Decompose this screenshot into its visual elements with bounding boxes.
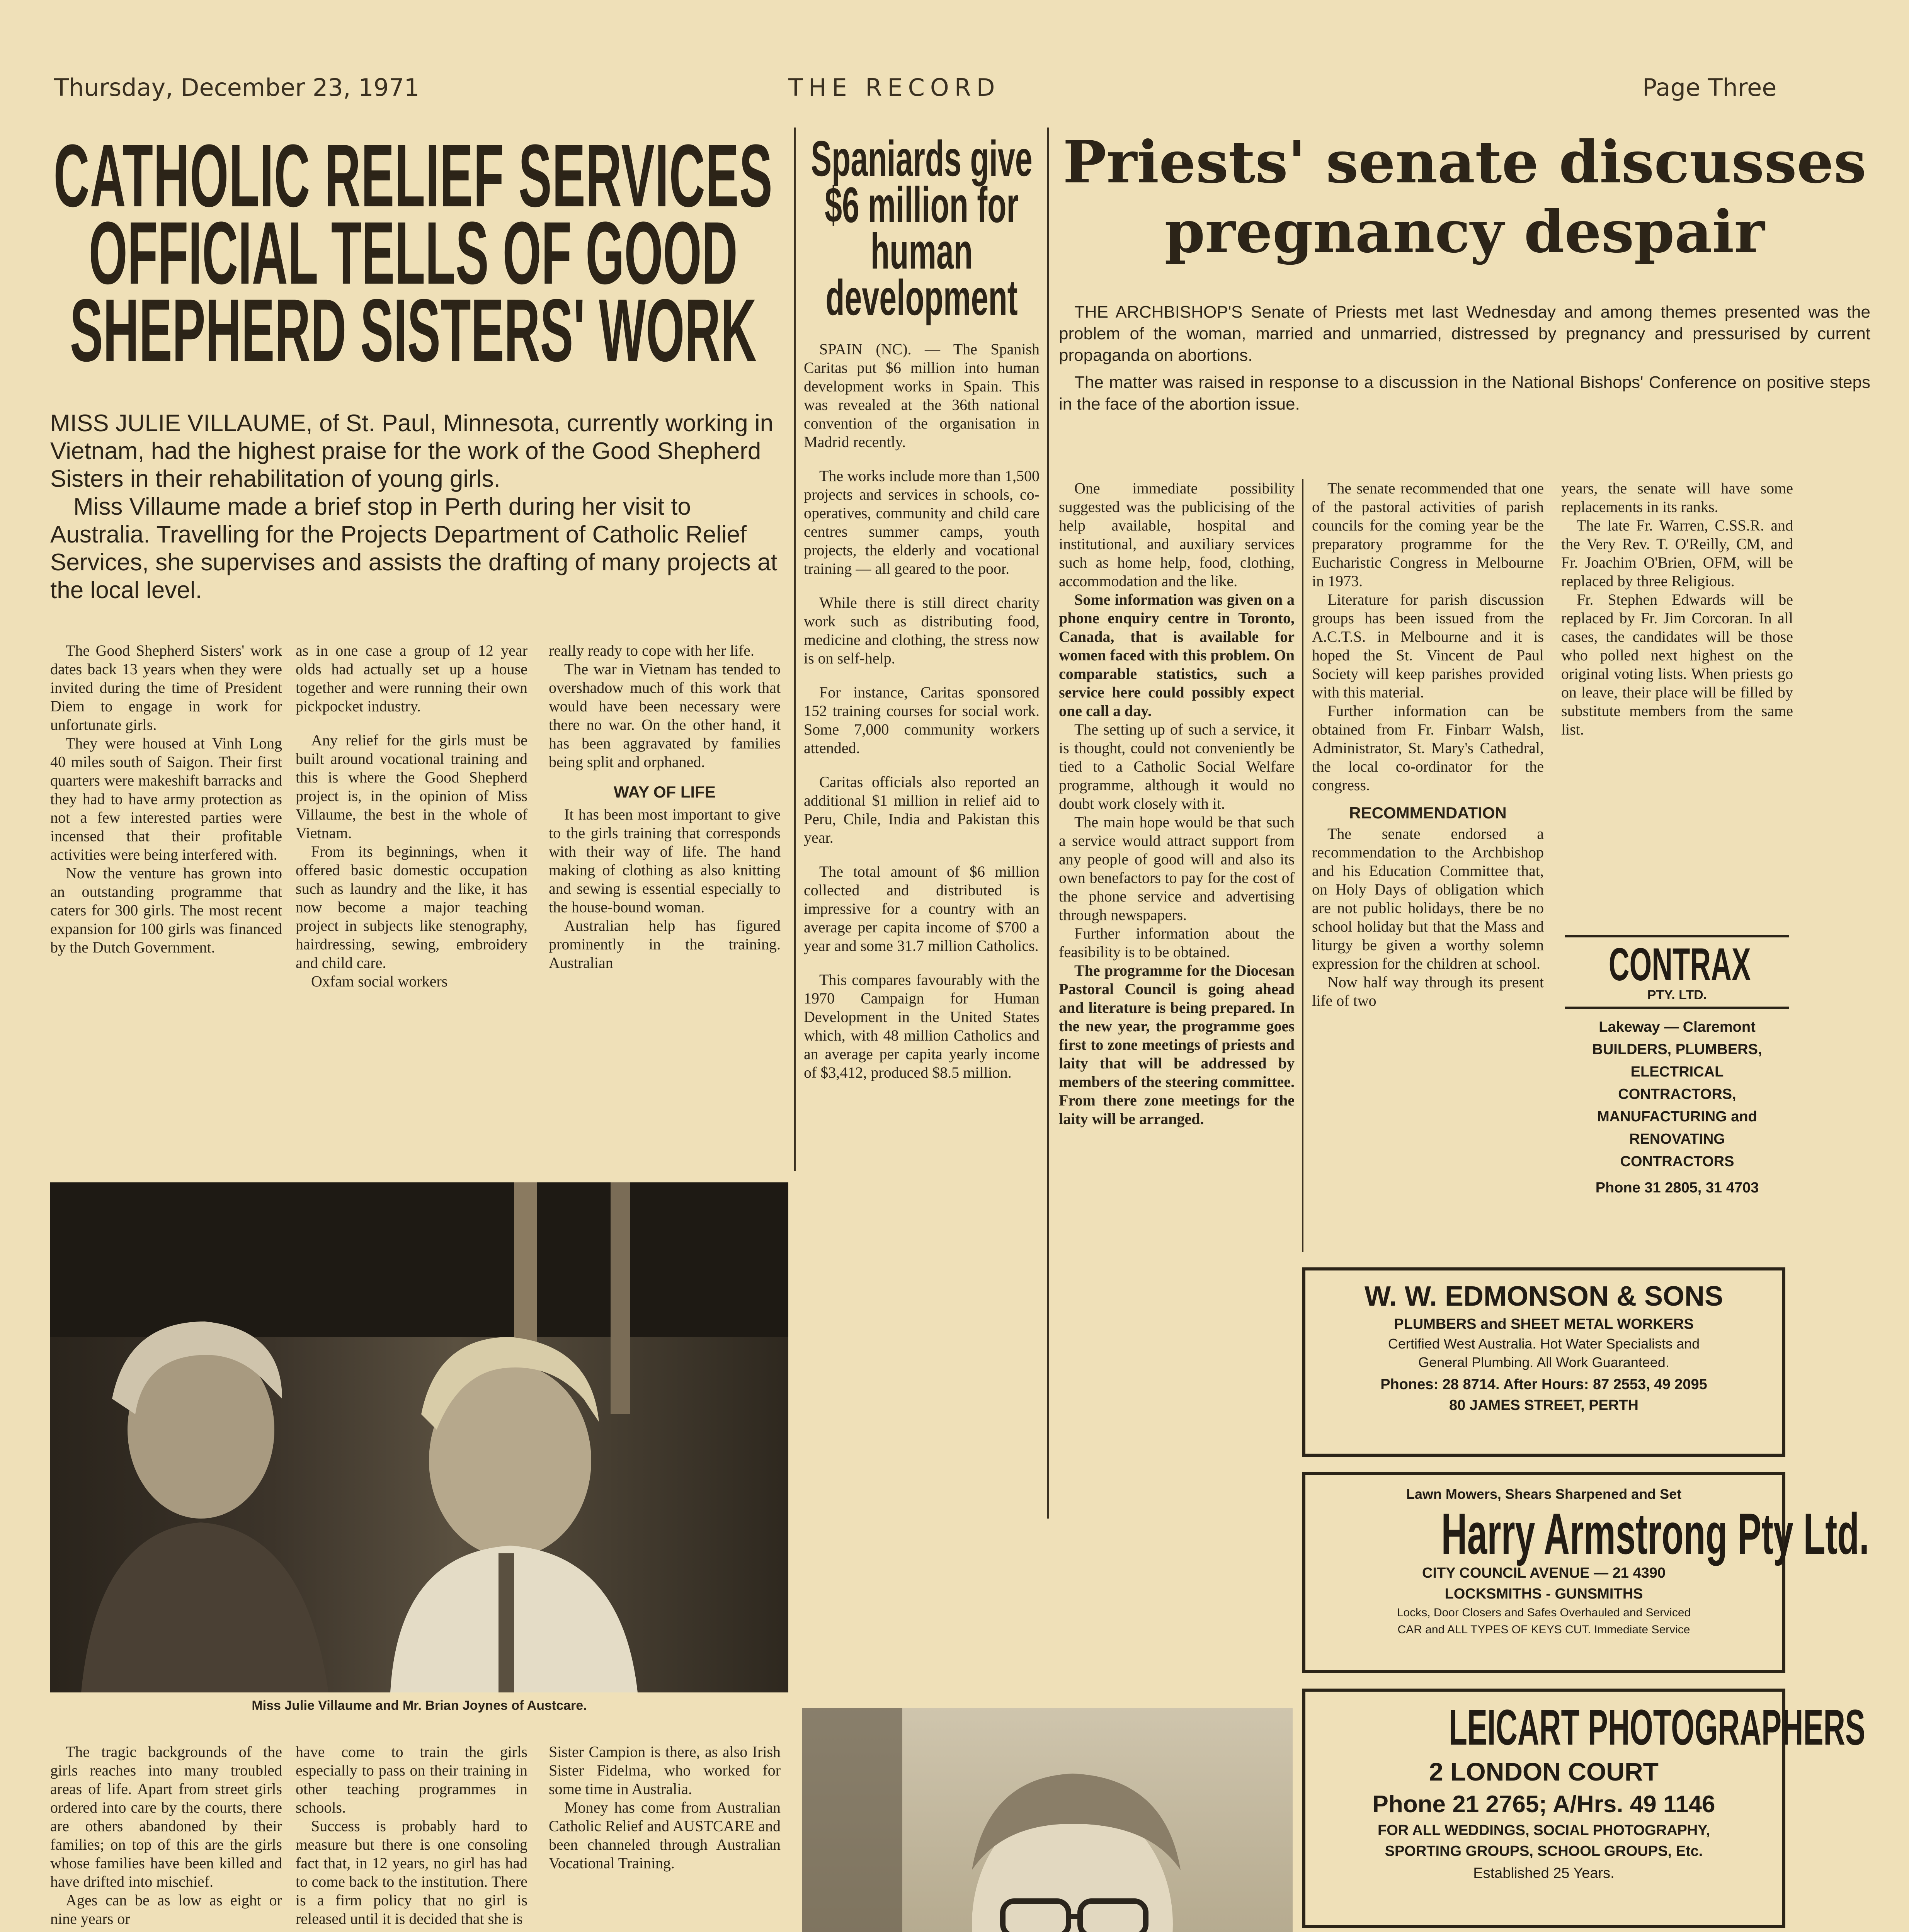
photo-priest-image bbox=[802, 1708, 1293, 1932]
leicart-line: 2 LONDON COURT bbox=[1429, 1757, 1659, 1786]
edmonson-line: Certified West Australia. Hot Water Specialists and bbox=[1388, 1336, 1700, 1352]
spain-para: The works include more than 1,500 projects and services in schools, co-operatives, community and child care centres summer camps, youth projects, the elderly and vocational training — all geared to the poor. bbox=[804, 467, 1040, 577]
contrax-line: CONTRACTORS bbox=[1620, 1153, 1734, 1170]
crs-para: The tragic backgrounds of the girls reaches into many troubled areas of life. Apart from street girls ordered into care by the courts, there are others abandoned by their families; on top of this are the girls whose families have been killed and have drifted into mischief. bbox=[50, 1743, 282, 1890]
spain-para: Caritas officials also reported an additional $1 million in relief aid to Peru, Chile, India and Pakistan this year. bbox=[804, 773, 1040, 846]
issue-date: Thursday, December 23, 1971 bbox=[54, 73, 420, 102]
senate-para: Further information about the feasibility is to be obtained. bbox=[1059, 925, 1295, 961]
contrax-line: MANUFACTURING and bbox=[1597, 1109, 1757, 1125]
edmonson-phone: Phones: 28 8714. After Hours: 87 2553, 49 2095 bbox=[1380, 1376, 1707, 1393]
crs-para: Success is probably hard to measure but there is one consoling fact that, in 12 years, no girl has had to come back to the institution. There is a firm policy that no girl is released until it is decided that she is bbox=[296, 1817, 527, 1927]
senate-para: The setting up of such a service, it is thought, could not conveniently be tied to a Catholic Social Welfare programme, although it would no doubt work closely with it. bbox=[1059, 721, 1295, 812]
edmonson-name: W. W. EDMONSON & SONS bbox=[1364, 1281, 1724, 1312]
masthead: THE RECORD bbox=[788, 73, 1000, 102]
subhead-recommendation: RECOMMENDATION bbox=[1349, 804, 1507, 822]
crs-headline-line1: CATHOLIC RELIEF SERVICES bbox=[53, 126, 773, 225]
spain-headline-line: Spaniards give bbox=[811, 130, 1033, 187]
senate-para: One immediate possibility suggested was the publicising of the help available, hospital and institutional, and auxiliary services such as home help, food, clothing, accommodation and the like. bbox=[1059, 480, 1295, 590]
contrax-line: Lakeway — Claremont bbox=[1599, 1019, 1756, 1035]
spain-para: The total amount of $6 million collected and distributed is impressive for a country with an average per capita income of $700 a year and some 31.7 million Catholics. bbox=[804, 863, 1040, 954]
senate-headline-line: pregnancy despair bbox=[1164, 198, 1765, 266]
contrax-line: CONTRACTORS, bbox=[1618, 1086, 1736, 1102]
spain-headline-line: human bbox=[870, 223, 973, 279]
edmonson-line: General Plumbing. All Work Guaranteed. bbox=[1418, 1354, 1669, 1370]
edmonson-address: 80 JAMES STREET, PERTH bbox=[1449, 1397, 1638, 1413]
senate-para: Fr. Stephen Edwards will be replaced by Fr. Jim Corcoran. In all cases, the candidates will be those who polled next highest on the original voting lists. When priests go on leave, their place will be filled by substitute members from the same list. bbox=[1561, 591, 1793, 738]
senate-col-2 bbox=[1312, 479, 1544, 1010]
contrax-line: RENOVATING bbox=[1629, 1131, 1725, 1147]
contrax-ad bbox=[1565, 935, 1789, 1244]
crs-lead-p1: MISS JULIE VILLAUME, of St. Paul, Minnesota, currently working in Vietnam, had the highest praise for the work of the Good Shepherd Sisters in their rehabilitation of young girls. bbox=[50, 410, 774, 492]
spain-headline bbox=[800, 130, 1043, 326]
spain-headline-line: $6 million for bbox=[825, 177, 1019, 233]
senate-para: Some information was given on a phone enquiry centre in Toronto, Canada, that is available for women faced with this problem. On comparable statistics, such a service here could possibly expect one call a day. bbox=[1059, 591, 1295, 719]
armstrong-line: Locks, Door Closers and Safes Overhauled and Serviced bbox=[1397, 1606, 1691, 1619]
crs-headline-line2: OFFICIAL TELLS OF GOOD bbox=[88, 203, 738, 303]
armstrong-line: CAR and ALL TYPES OF KEYS CUT. Immediate Service bbox=[1397, 1623, 1690, 1636]
contrax-line: ELECTRICAL bbox=[1630, 1064, 1724, 1080]
crs-col-1 bbox=[50, 641, 282, 957]
contrax-phone: Phone 31 2805, 31 4703 bbox=[1595, 1180, 1759, 1196]
crs-para: From its beginnings, when it offered basic domestic occupation such as laundry and the like, it has now become a major teaching project in subjects like stenography, hairdressing, sewing, embroidery and child care. bbox=[296, 843, 527, 971]
armstrong-name: Harry Armstrong Pty Ltd. bbox=[1441, 1501, 1869, 1566]
page-number: Page Three bbox=[1642, 73, 1777, 102]
spain-body bbox=[804, 340, 1040, 1082]
crs-bot-col-2 bbox=[296, 1743, 527, 1928]
leicart-ad-content bbox=[1310, 1699, 1865, 1885]
armstrong-line: LOCKSMITHS - GUNSMITHS bbox=[1445, 1586, 1643, 1602]
crs-lead-p2: Miss Villaume made a brief stop in Perth during her visit to Australia. Travelling for the Projects Department of Catholic Relief Services, she supervises and assists the drafting of many projects at the local level. bbox=[50, 493, 778, 604]
senate-para: Literature for parish discussion groups has been issued from the A.C.T.S. in Melbourne and it is hoped the St. Vincent de Paul Society will keep parishes provided with this material. bbox=[1312, 591, 1544, 701]
crs-para: Australian help has figured prominently in the training. Australian bbox=[549, 917, 781, 971]
senate-headline-line: Priests' senate discusses bbox=[1063, 128, 1866, 196]
villaume-caption: Miss Julie Villaume and Mr. Brian Joynes of Austcare. bbox=[252, 1698, 587, 1713]
crs-para: Sister Campion is there, as also Irish Sister Fidelma, who worked for some time in Australia. bbox=[549, 1743, 781, 1798]
leicart-line: FOR ALL WEDDINGS, SOCIAL PHOTOGRAPHY, bbox=[1378, 1822, 1710, 1838]
obrien-photo bbox=[802, 1708, 1293, 1932]
senate-para: The senate endorsed a recommendation to the Archbishop and his Education Committee that, on Holy Days of obligation which are not public holidays, there be no school holiday but that the Mass and liturgy be given a worthy solemn expression for the children at school. bbox=[1312, 825, 1544, 972]
crs-para: Ages can be as low as eight or nine years or bbox=[50, 1891, 282, 1927]
senate-lead-p1: THE ARCHBISHOP'S Senate of Priests met last Wednesday and among themes presented was the problem of the woman, married and unmarried, distressed by pregnancy and pressurised by current propaganda on abortions. bbox=[1059, 303, 1870, 365]
senate-para: The programme for the Diocesan Pastoral Council is going ahead and literature is being prepared. In the new year, the programme goes first to zone meetings of priests and laity that will be addressed by members of the steering committee. From there zone meetings for the laity will be arranged. bbox=[1059, 962, 1295, 1128]
crs-bot-col-1 bbox=[50, 1743, 282, 1928]
crs-para: Money has come from Australian Catholic Relief and AUSTCARE and been channeled through Australian Vocational Training. bbox=[549, 1799, 781, 1872]
spain-para: SPAIN (NC). — The Spanish Caritas put $6 million into human development works in Spain. This was revealed at the 36th national convention of the organisation in Madrid recently. bbox=[804, 340, 1040, 451]
photo-people-image bbox=[50, 1182, 788, 1692]
armstrong-line: Lawn Mowers, Shears Sharpened and Set bbox=[1406, 1486, 1682, 1502]
leicart-line: SPORTING GROUPS, SCHOOL GROUPS, Etc. bbox=[1385, 1843, 1703, 1859]
spain-para: This compares favourably with the 1970 Campaign for Human Development in the United States which, with 48 million Catholics and an average per capita yearly income of $3,412, produced $8.5 million. bbox=[804, 971, 1040, 1081]
senate-para: The main hope would be that such a service would attract support from any people of good will and also its own benefactors to pay for the cost of the phone service and advertising through newspapers. bbox=[1059, 813, 1295, 923]
edmonson-ad-content bbox=[1310, 1279, 1778, 1416]
crs-para: Oxfam social workers bbox=[311, 973, 448, 990]
crs-col-3 bbox=[549, 641, 781, 972]
crs-para: The Good Shepherd Sisters' work dates back 13 years when they were invited during the time of President Diem to engage in work for unfortunate girls. bbox=[50, 642, 282, 733]
villaume-photo bbox=[50, 1182, 788, 1692]
crs-para: The war in Vietnam has tended to overshadow much of this work that would have been necessary were there no war. On the other hand, it has been aggravated by families being split and orphaned. bbox=[549, 660, 781, 770]
spain-para: While there is still direct charity work such as distributing food, medicine and clothing, the stress now is on self-help. bbox=[804, 594, 1040, 667]
crs-bot-col-3 bbox=[549, 1743, 781, 1872]
crs-para: really ready to cope with her life. bbox=[549, 642, 754, 659]
crs-para: Any relief for the girls must be built around vocational training and this is where the Good Shepherd project is, in the opinion of Miss Villaume, the best in the whole of Vietnam. bbox=[296, 731, 527, 842]
senate-para: years, the senate will have some replacements in its ranks. bbox=[1561, 480, 1793, 515]
senate-para: The late Fr. Warren, C.SS.R. and the Very Rev. T. O'Reilly, CM, and Fr. Joachim O'Brien, OFM, will be replaced by three Religious. bbox=[1561, 517, 1793, 590]
leicart-name: LEICART PHOTOGRAPHERS bbox=[1449, 1699, 1865, 1755]
senate-col-1 bbox=[1059, 479, 1295, 1128]
crs-headline-line3: SHEPHERD SISTERS' WORK bbox=[70, 281, 757, 380]
edmonson-line: PLUMBERS and SHEET METAL WORKERS bbox=[1394, 1316, 1694, 1332]
senate-lead-p2: The matter was raised in response to a discussion in the National Bishops' Conference on positive steps in the face of the abortion issue. bbox=[1059, 373, 1870, 413]
spain-headline-line: development bbox=[825, 269, 1018, 326]
crs-para: as in one case a group of 12 year olds had actually set up a house together and were running their own pickpocket industry. bbox=[296, 642, 527, 715]
senate-para: Further information can be obtained from Fr. Finbarr Walsh, Administrator, St. Mary's Cathedral, the local co-ordinator for the congress. bbox=[1312, 702, 1544, 794]
contrax-line: BUILDERS, PLUMBERS, bbox=[1592, 1041, 1762, 1058]
crs-para: have come to train the girls especially to pass on their training in other teaching programmes in schools. bbox=[296, 1743, 527, 1816]
senate-para: The senate recommended that one of the pastoral activities of parish councils for the coming year be the preparatory programme for the Eucharistic Congress in Melbourne in 1973. bbox=[1312, 480, 1544, 590]
armstrong-line: CITY COUNCIL AVENUE — 21 4390 bbox=[1422, 1565, 1666, 1581]
crs-para: It has been most important to give to the girls training that corresponds with their way of life. The hand making of clothing as also knitting and sewing is essential especially to the house-bound woman. bbox=[549, 806, 781, 916]
contrax-name: CONTRAX bbox=[1608, 939, 1751, 990]
leicart-line: Established 25 Years. bbox=[1473, 1865, 1615, 1881]
crs-lead bbox=[50, 410, 784, 604]
spain-para: For instance, Caritas sponsored 152 training courses for social work. Some 7,000 community workers attended. bbox=[804, 684, 1040, 757]
senate-col-3 bbox=[1561, 479, 1793, 739]
subhead-way-of-life: WAY OF LIFE bbox=[614, 783, 716, 801]
leicart-phone: Phone 21 2765; A/Hrs. 49 1146 bbox=[1372, 1791, 1715, 1818]
crs-col-2 bbox=[296, 641, 527, 991]
crs-para: Now the venture has grown into an outstanding programme that caters for 300 girls. The most recent expansion for 100 girls was financed by the Dutch Government. bbox=[50, 864, 282, 956]
senate-para: Now half way through its present life of two bbox=[1312, 973, 1544, 1009]
crs-para: They were housed at Vinh Long 40 miles south of Saigon. Their first quarters were makeshift barracks and they had to have army protection as not a few interested parties were incensed that their profitable activities were being interfered with. bbox=[50, 735, 282, 863]
armstrong-ad-content bbox=[1310, 1484, 1869, 1638]
senate-headline bbox=[1059, 128, 1870, 267]
crs-headline bbox=[46, 126, 781, 380]
contrax-suffix: PTY. LTD. bbox=[1647, 988, 1707, 1002]
senate-lead bbox=[1059, 301, 1870, 415]
